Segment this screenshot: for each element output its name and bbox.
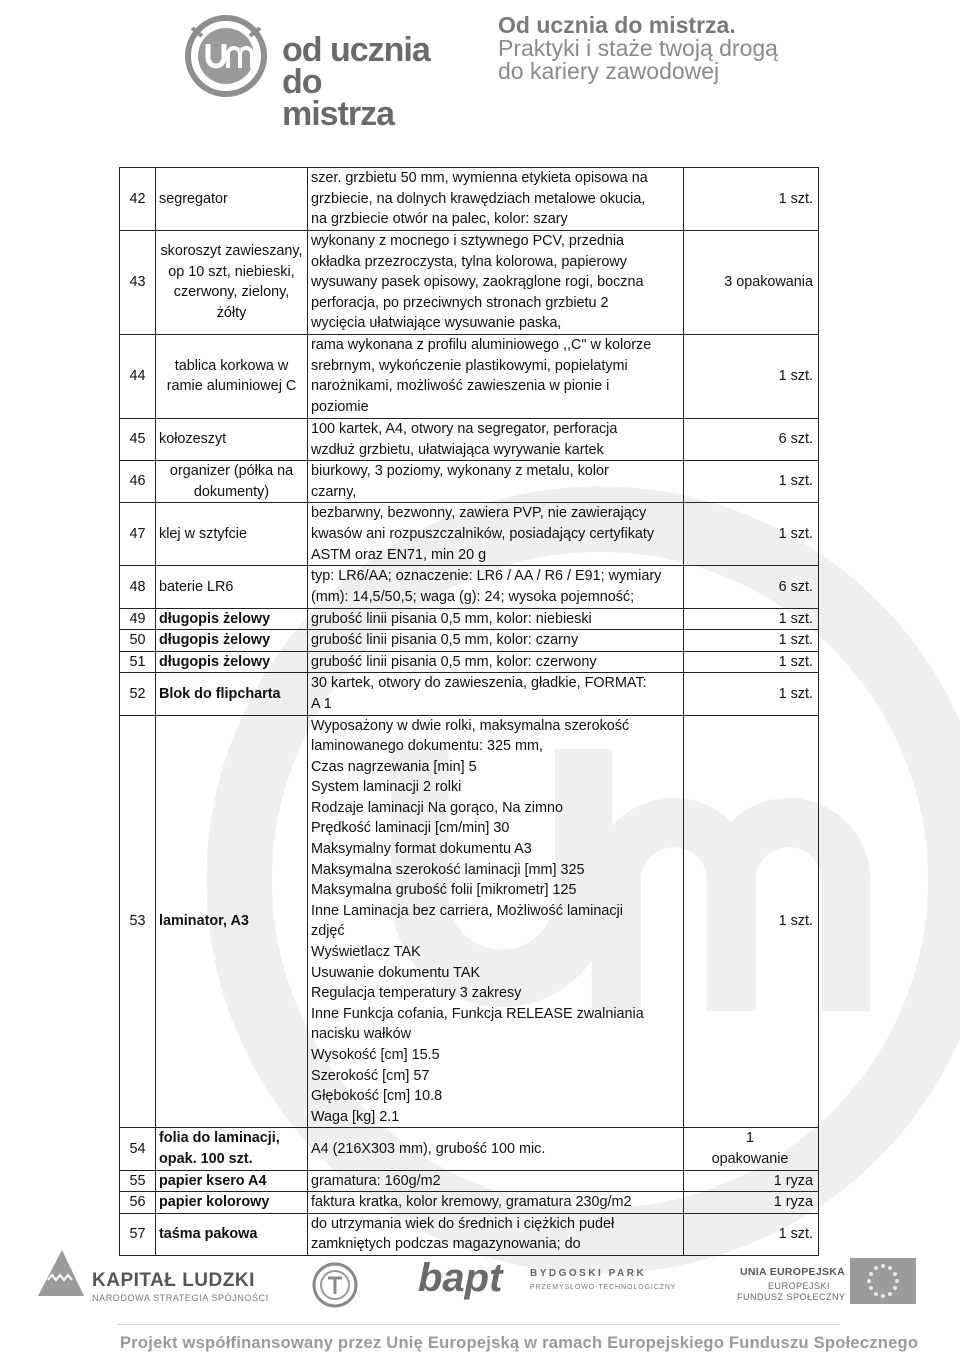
- row-number: 49: [120, 608, 156, 630]
- table-row: [120, 630, 819, 652]
- desc-line: na grzbiecie otwór na palec, kolor: szary: [311, 211, 568, 228]
- item-name-line: Blok do flipcharta: [159, 685, 281, 702]
- item-quantity: 1 szt.: [684, 673, 819, 715]
- item-quantity: 1 szt.: [684, 651, 819, 673]
- row-number: 48: [120, 566, 156, 608]
- item-description: [308, 673, 684, 715]
- row-number: 44: [120, 334, 156, 418]
- item-name-line: segregator: [159, 190, 228, 207]
- item-name-line: papier kolorowy: [159, 1194, 270, 1211]
- desc-line: bezbarwny, bezwonny, zawiera PVP, nie zawierający: [311, 505, 647, 522]
- desc-line: Szerokość [cm] 57: [311, 1067, 430, 1084]
- item-name-line: klej w sztyfcie: [159, 526, 247, 543]
- item-name: [156, 418, 308, 460]
- desc-line: gramatura: 160g/m2: [311, 1172, 441, 1189]
- bapt-logo: bapt: [418, 1256, 503, 1300]
- qty-line: 1: [745, 1130, 754, 1147]
- desc-line: Regulacja temperatury 3 zakresy: [311, 985, 522, 1002]
- item-quantity: 1 szt.: [684, 334, 819, 418]
- desc-line: A 1: [311, 695, 332, 712]
- item-quantity: 6 szt.: [684, 566, 819, 608]
- row-number: 50: [120, 630, 156, 652]
- item-name: [156, 461, 308, 503]
- row-number: 54: [120, 1128, 156, 1170]
- item-quantity: 1 szt.: [684, 461, 819, 503]
- eu-line-2: EUROPEJSKI: [768, 1281, 831, 1291]
- um-logo-icon: [182, 14, 274, 98]
- item-name: [156, 168, 308, 231]
- kapital-ludzki-subtitle: NARODOWA STRATEGIA SPÓJNOŚCI: [92, 1293, 269, 1303]
- table-row: [120, 418, 819, 460]
- table-row: [120, 1170, 819, 1192]
- desc-line: zamkniętych podczas magazynowania; do: [311, 1236, 581, 1253]
- items-table: [119, 167, 819, 1256]
- table-row: [120, 608, 819, 630]
- table-row: [120, 651, 819, 673]
- item-description: [308, 461, 684, 503]
- item-name-line: opak. 100 szt.: [159, 1150, 253, 1167]
- item-name-line: czerwony, zielony,: [173, 284, 290, 301]
- item-description: [308, 608, 684, 630]
- od-ucznia-do-mistrza-logo: [182, 14, 432, 133]
- item-quantity: 6 szt.: [684, 418, 819, 460]
- item-description: [308, 715, 684, 1128]
- desc-line: 100 kartek, A4, otwory na segregator, perforacja: [311, 420, 618, 437]
- item-quantity: 1 szt.: [684, 715, 819, 1128]
- desc-line: srebrnym, wykończenie plastikowymi, popielatymi: [311, 357, 628, 374]
- item-name-line: op 10 szt, niebieski,: [168, 263, 295, 280]
- item-name: [156, 231, 308, 335]
- item-quantity: 1 szt.: [684, 168, 819, 231]
- item-name: [156, 608, 308, 630]
- item-quantity: 1 ryza: [684, 1170, 819, 1192]
- desc-line: wykonany z mocnego i sztywnego PCV, przednia: [311, 233, 625, 249]
- desc-line: czarny,: [311, 483, 357, 500]
- table-row: [120, 1192, 819, 1214]
- desc-line: Maksymalna szerokość laminacji [mm] 325: [311, 861, 585, 878]
- row-number: 45: [120, 418, 156, 460]
- item-quantity: 3 opakowania: [684, 231, 819, 335]
- table-row: [120, 461, 819, 503]
- item-quantity: 1 szt.: [684, 503, 819, 566]
- qty-line: opakowanie: [711, 1150, 789, 1167]
- item-quantity: [684, 1128, 819, 1170]
- slogan: [498, 14, 798, 83]
- desc-line: laminowanego dokumentu: 325 mm,: [311, 738, 543, 755]
- desc-line: Prędkość laminacji [cm/min] 30: [311, 820, 510, 837]
- item-description: [308, 503, 684, 566]
- eu-flag-icon: [850, 1258, 916, 1304]
- item-name-line: dokumenty): [193, 483, 270, 500]
- row-number: 56: [120, 1192, 156, 1214]
- item-description: [308, 630, 684, 652]
- item-name: [156, 1128, 308, 1170]
- desc-line: Wyświetlacz TAK: [311, 944, 421, 961]
- desc-line: grubość linii pisania 0,5 mm, kolor: czarny: [311, 632, 579, 649]
- row-number: 46: [120, 461, 156, 503]
- desc-line: kwasów ani rozpuszczalników, posiadający certyfikaty: [311, 526, 655, 543]
- item-description: [308, 566, 684, 608]
- item-name-line: taśma pakowa: [159, 1226, 258, 1243]
- item-description: [308, 1128, 684, 1170]
- desc-line: Rodzaje laminacji Na gorąco, Na zimno: [311, 799, 563, 816]
- page-header: [0, 0, 960, 133]
- desc-line: System laminacji 2 rolki: [311, 779, 462, 796]
- desc-line: wysuwany pasek opisowy, zaokrąglone rogi, boczna: [311, 274, 644, 291]
- desc-line: grzbiecie, na dolnych krawędziach metalowe okucia,: [311, 190, 646, 207]
- desc-line: poziomie: [311, 399, 369, 416]
- row-number: 53: [120, 715, 156, 1128]
- item-name-line: długopis żelowy: [159, 610, 271, 627]
- desc-line: Maksymalny format dokumentu A3: [311, 841, 532, 858]
- row-number: 47: [120, 503, 156, 566]
- desc-line: Maksymalna grubość folii [mikrometr] 125: [311, 882, 577, 899]
- desc-line: Głębokość [cm] 10.8: [311, 1088, 443, 1105]
- eu-line-3: FUNDUSZ SPOŁECZNY: [737, 1292, 846, 1302]
- desc-line: zdjęć: [311, 923, 345, 940]
- footer-divider: [118, 1324, 840, 1325]
- item-name-line: folia do laminacji,: [159, 1130, 280, 1147]
- item-name-line: żółty: [216, 305, 247, 322]
- item-name: [156, 334, 308, 418]
- row-number: 55: [120, 1170, 156, 1192]
- desc-line: A4 (216X303 mm), grubość 100 mic.: [311, 1140, 546, 1157]
- table-row: [120, 1128, 819, 1170]
- desc-line: ASTM oraz EN71, min 20 g: [311, 546, 487, 563]
- row-number: 57: [120, 1213, 156, 1255]
- item-name-line: długopis żelowy: [159, 653, 271, 670]
- logo-line-2: do mistrza: [282, 63, 395, 133]
- desc-line: rama wykonana z profilu aluminiowego ,,C" w kolorze: [311, 337, 652, 354]
- desc-line: Wyposażony w dwie rolki, maksymalna szerokość: [311, 717, 630, 734]
- desc-line: perforacja, po przeciwnych stronach grzbietu 2: [311, 294, 609, 311]
- eu-title: UNIA EUROPEJSKA: [740, 1266, 846, 1278]
- item-quantity: 1 szt.: [684, 608, 819, 630]
- item-name-line: baterie LR6: [159, 578, 234, 595]
- slogan-line-2: Praktyki i staże twoją drogą: [498, 35, 778, 61]
- desc-line: biurkowy, 3 poziomy, wykonany z metalu, kolor: [311, 463, 609, 480]
- item-name: [156, 651, 308, 673]
- item-name: [156, 566, 308, 608]
- desc-line: faktura kratka, kolor kremowy, gramatura 230g/m2: [311, 1194, 632, 1211]
- item-description: [308, 168, 684, 231]
- desc-line: 30 kartek, otwory do zawieszenia, gładkie, FORMAT:: [311, 675, 647, 692]
- table-row: [120, 715, 819, 1128]
- item-description: [308, 418, 684, 460]
- logo-line-1: od ucznia: [282, 31, 430, 69]
- desc-line: Usuwanie dokumentu TAK: [311, 964, 481, 981]
- item-quantity: 1 szt.: [684, 1213, 819, 1255]
- item-name-line: ramie aluminiowej C: [166, 378, 297, 395]
- table-row: [120, 503, 819, 566]
- desc-line: Inne Funkcja cofania, Funkcja RELEASE zwalniania: [311, 1005, 644, 1022]
- item-name-line: kołozeszyt: [159, 431, 227, 448]
- desc-line: Czas nagrzewania [min] 5: [311, 758, 477, 775]
- item-quantity: 1 szt.: [684, 630, 819, 652]
- item-name: [156, 715, 308, 1128]
- row-number: 52: [120, 673, 156, 715]
- table-row: [120, 673, 819, 715]
- item-name: [156, 1170, 308, 1192]
- project-cofinancing-text: Projekt współfinansowany przez Unię Europejską w ramach Europejskiego Funduszu Społecznego: [120, 1334, 919, 1352]
- item-name-line: długopis żelowy: [159, 632, 271, 649]
- desc-line: Inne Laminacja bez carriera, Możliwość laminacji: [311, 902, 623, 919]
- desc-line: Wysokość [cm] 15.5: [311, 1047, 440, 1063]
- item-description: [308, 231, 684, 335]
- desc-line: nacisku wałków: [311, 1026, 411, 1043]
- table-row: [120, 334, 819, 418]
- desc-line: Waga [kg] 2.1: [311, 1108, 400, 1125]
- seal-icon: [312, 1262, 358, 1308]
- desc-line: wzdłuż grzbietu, ułatwiająca wyrywanie kartek: [311, 441, 604, 458]
- bapt-subtitle-2: PRZEMYSŁOWO-TECHNOLOGICZNY: [530, 1284, 677, 1291]
- desc-line: grubość linii pisania 0,5 mm, kolor: niebieski: [311, 610, 592, 627]
- desc-line: narożnikami, możliwość zawieszenia w pionie i: [311, 378, 610, 395]
- item-name-line: laminator, A3: [159, 913, 249, 930]
- item-description: [308, 334, 684, 418]
- table-row: [120, 168, 819, 231]
- row-number: 42: [120, 168, 156, 231]
- desc-line: do utrzymania wiek do średnich i ciężkich pudeł: [311, 1215, 615, 1232]
- kapital-ludzki-flag-icon: [30, 1246, 90, 1300]
- desc-line: grubość linii pisania 0,5 mm, kolor: czerwony: [311, 653, 597, 670]
- item-name: [156, 673, 308, 715]
- kapital-ludzki-title: KAPITAŁ LUDZKI: [92, 1270, 255, 1291]
- item-quantity: 1 ryza: [684, 1192, 819, 1214]
- logo-text: [282, 31, 432, 133]
- item-description: [308, 651, 684, 673]
- table-row: [120, 566, 819, 608]
- item-name-line: papier ksero A4: [159, 1172, 267, 1189]
- item-name-line: tablica korkowa w: [174, 357, 289, 374]
- item-description: [308, 1170, 684, 1192]
- bapt-subtitle: BYDGOSKI PARK: [530, 1268, 647, 1279]
- desc-line: szer. grzbietu 50 mm, wymienna etykieta opisowa na: [311, 170, 648, 187]
- item-name: [156, 630, 308, 652]
- item-description: [308, 1192, 684, 1214]
- row-number: 51: [120, 651, 156, 673]
- desc-line: wycięcia ułatwiające wysuwanie paska,: [311, 315, 562, 332]
- row-number: 43: [120, 231, 156, 335]
- desc-line: typ: LR6/AA; oznaczenie: LR6 / AA / R6 / E91; wymiary: [311, 568, 662, 585]
- page-footer: [0, 1244, 960, 1362]
- item-name: [156, 1192, 308, 1214]
- item-name-line: skoroszyt zawieszany,: [160, 243, 303, 260]
- item-name: [156, 503, 308, 566]
- slogan-line-1: Od ucznia do mistrza.: [498, 12, 736, 38]
- item-name-line: organizer (półka na: [169, 463, 294, 480]
- desc-line: okładka przezroczysta, tylna kolorowa, papierowy: [311, 253, 627, 270]
- table-row: [120, 231, 819, 335]
- slogan-line-3: do kariery zawodowej: [498, 58, 720, 84]
- desc-line: (mm): 14,5/50,5; waga (g): 24; wysoka pojemność;: [311, 588, 635, 605]
